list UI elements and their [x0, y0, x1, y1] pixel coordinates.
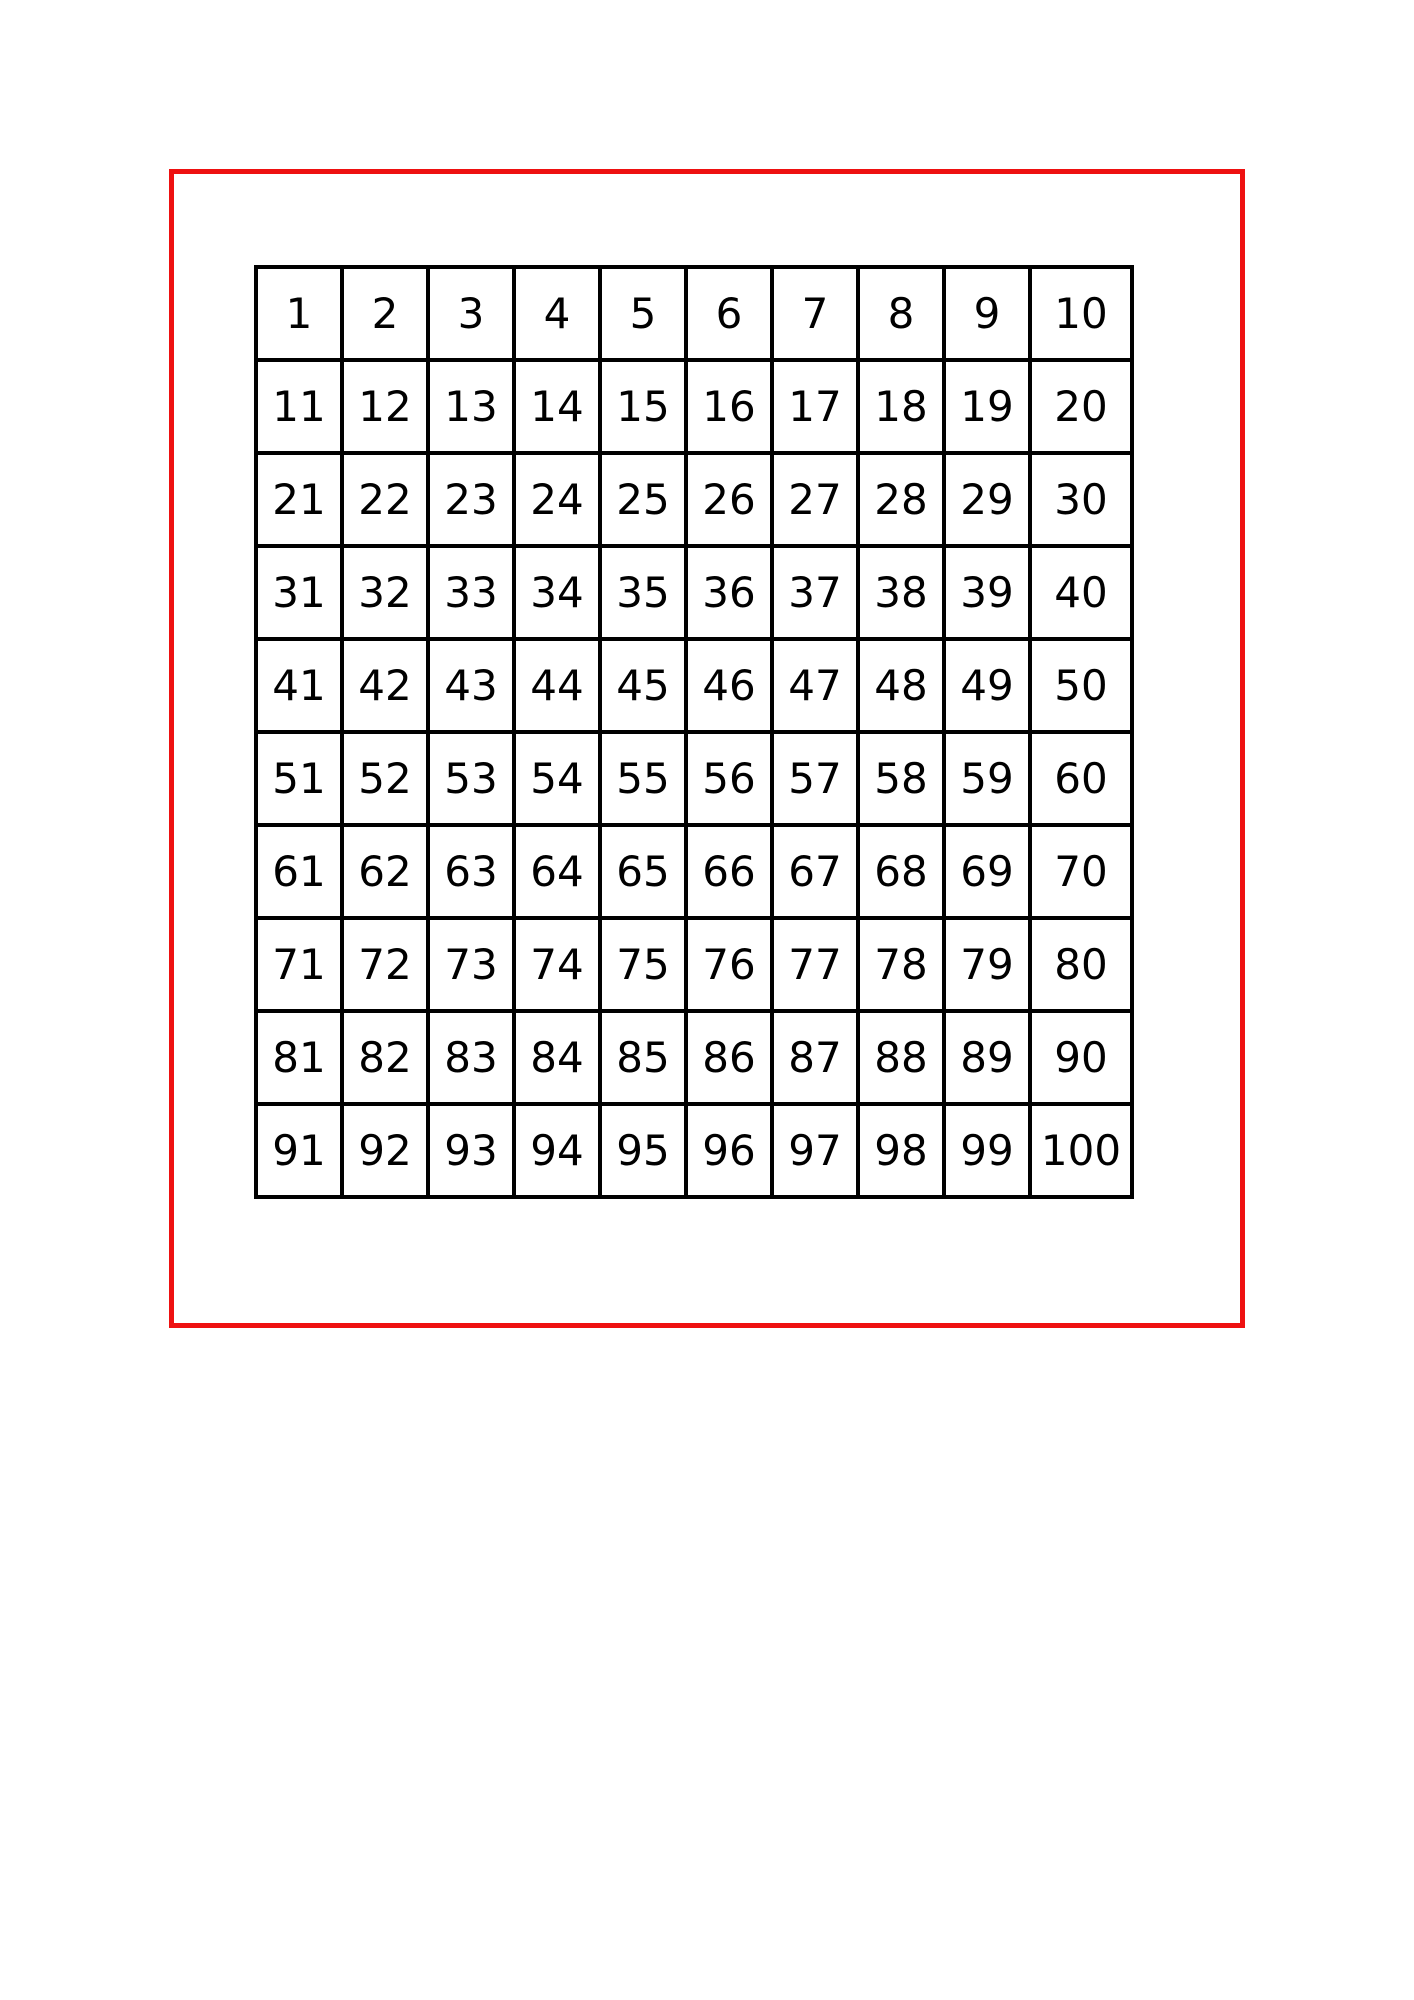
number-cell: 95 [600, 1104, 686, 1197]
number-cell: 98 [858, 1104, 944, 1197]
number-cell: 57 [772, 732, 858, 825]
grid-row [256, 1104, 1132, 1197]
number-cell: 35 [600, 546, 686, 639]
number-cell: 85 [600, 1011, 686, 1104]
number-cell: 78 [858, 918, 944, 1011]
number-cell: 76 [686, 918, 772, 1011]
number-cell: 10 [1030, 267, 1132, 360]
number-cell: 86 [686, 1011, 772, 1104]
number-cell: 24 [514, 453, 600, 546]
number-cell: 12 [342, 360, 428, 453]
number-cell: 46 [686, 639, 772, 732]
number-cell: 70 [1030, 825, 1132, 918]
number-cell: 62 [342, 825, 428, 918]
number-cell: 68 [858, 825, 944, 918]
number-cell: 37 [772, 546, 858, 639]
number-cell: 53 [428, 732, 514, 825]
number-cell: 92 [342, 1104, 428, 1197]
number-cell: 67 [772, 825, 858, 918]
number-cell: 90 [1030, 1011, 1132, 1104]
number-cell: 55 [600, 732, 686, 825]
number-cell: 56 [686, 732, 772, 825]
hundred-number-grid [254, 265, 1134, 1199]
number-cell: 38 [858, 546, 944, 639]
number-cell: 50 [1030, 639, 1132, 732]
grid-row [256, 639, 1132, 732]
number-cell: 16 [686, 360, 772, 453]
number-cell: 36 [686, 546, 772, 639]
number-cell: 100 [1030, 1104, 1132, 1197]
number-cell: 99 [944, 1104, 1030, 1197]
number-cell: 72 [342, 918, 428, 1011]
grid-row [256, 453, 1132, 546]
number-cell: 27 [772, 453, 858, 546]
number-cell: 89 [944, 1011, 1030, 1104]
number-cell: 22 [342, 453, 428, 546]
number-cell: 97 [772, 1104, 858, 1197]
number-cell: 9 [944, 267, 1030, 360]
number-cell: 15 [600, 360, 686, 453]
grid-row [256, 546, 1132, 639]
grid-row [256, 267, 1132, 360]
number-cell: 54 [514, 732, 600, 825]
number-cell: 96 [686, 1104, 772, 1197]
number-cell: 33 [428, 546, 514, 639]
number-cell: 65 [600, 825, 686, 918]
number-cell: 1 [256, 267, 342, 360]
number-cell: 79 [944, 918, 1030, 1011]
grid-row [256, 918, 1132, 1011]
number-cell: 58 [858, 732, 944, 825]
grid-row [256, 825, 1132, 918]
number-cell: 77 [772, 918, 858, 1011]
number-cell: 19 [944, 360, 1030, 453]
number-cell: 48 [858, 639, 944, 732]
number-cell: 21 [256, 453, 342, 546]
number-cell: 31 [256, 546, 342, 639]
number-cell: 2 [342, 267, 428, 360]
number-cell: 51 [256, 732, 342, 825]
number-cell: 3 [428, 267, 514, 360]
number-cell: 28 [858, 453, 944, 546]
number-cell: 60 [1030, 732, 1132, 825]
number-cell: 80 [1030, 918, 1132, 1011]
number-cell: 4 [514, 267, 600, 360]
number-cell: 73 [428, 918, 514, 1011]
number-cell: 45 [600, 639, 686, 732]
number-cell: 82 [342, 1011, 428, 1104]
number-cell: 8 [858, 267, 944, 360]
grid-row [256, 732, 1132, 825]
number-cell: 26 [686, 453, 772, 546]
number-cell: 61 [256, 825, 342, 918]
number-cell: 81 [256, 1011, 342, 1104]
number-cell: 29 [944, 453, 1030, 546]
number-cell: 52 [342, 732, 428, 825]
number-cell: 94 [514, 1104, 600, 1197]
number-cell: 5 [600, 267, 686, 360]
number-cell: 64 [514, 825, 600, 918]
number-cell: 91 [256, 1104, 342, 1197]
number-cell: 7 [772, 267, 858, 360]
number-cell: 41 [256, 639, 342, 732]
number-cell: 39 [944, 546, 1030, 639]
number-cell: 71 [256, 918, 342, 1011]
number-cell: 49 [944, 639, 1030, 732]
grid-row [256, 360, 1132, 453]
number-cell: 59 [944, 732, 1030, 825]
number-cell: 87 [772, 1011, 858, 1104]
number-cell: 75 [600, 918, 686, 1011]
number-cell: 66 [686, 825, 772, 918]
number-cell: 13 [428, 360, 514, 453]
number-cell: 84 [514, 1011, 600, 1104]
number-cell: 63 [428, 825, 514, 918]
number-cell: 11 [256, 360, 342, 453]
number-cell: 88 [858, 1011, 944, 1104]
grid-row [256, 1011, 1132, 1104]
number-cell: 25 [600, 453, 686, 546]
number-cell: 30 [1030, 453, 1132, 546]
number-cell: 17 [772, 360, 858, 453]
number-cell: 6 [686, 267, 772, 360]
number-cell: 14 [514, 360, 600, 453]
number-cell: 18 [858, 360, 944, 453]
number-cell: 23 [428, 453, 514, 546]
number-cell: 32 [342, 546, 428, 639]
number-cell: 34 [514, 546, 600, 639]
number-cell: 44 [514, 639, 600, 732]
number-cell: 83 [428, 1011, 514, 1104]
number-cell: 47 [772, 639, 858, 732]
number-cell: 40 [1030, 546, 1132, 639]
number-cell: 20 [1030, 360, 1132, 453]
number-cell: 42 [342, 639, 428, 732]
grid-body [256, 267, 1132, 1197]
number-cell: 93 [428, 1104, 514, 1197]
number-cell: 69 [944, 825, 1030, 918]
number-cell: 74 [514, 918, 600, 1011]
number-cell: 43 [428, 639, 514, 732]
